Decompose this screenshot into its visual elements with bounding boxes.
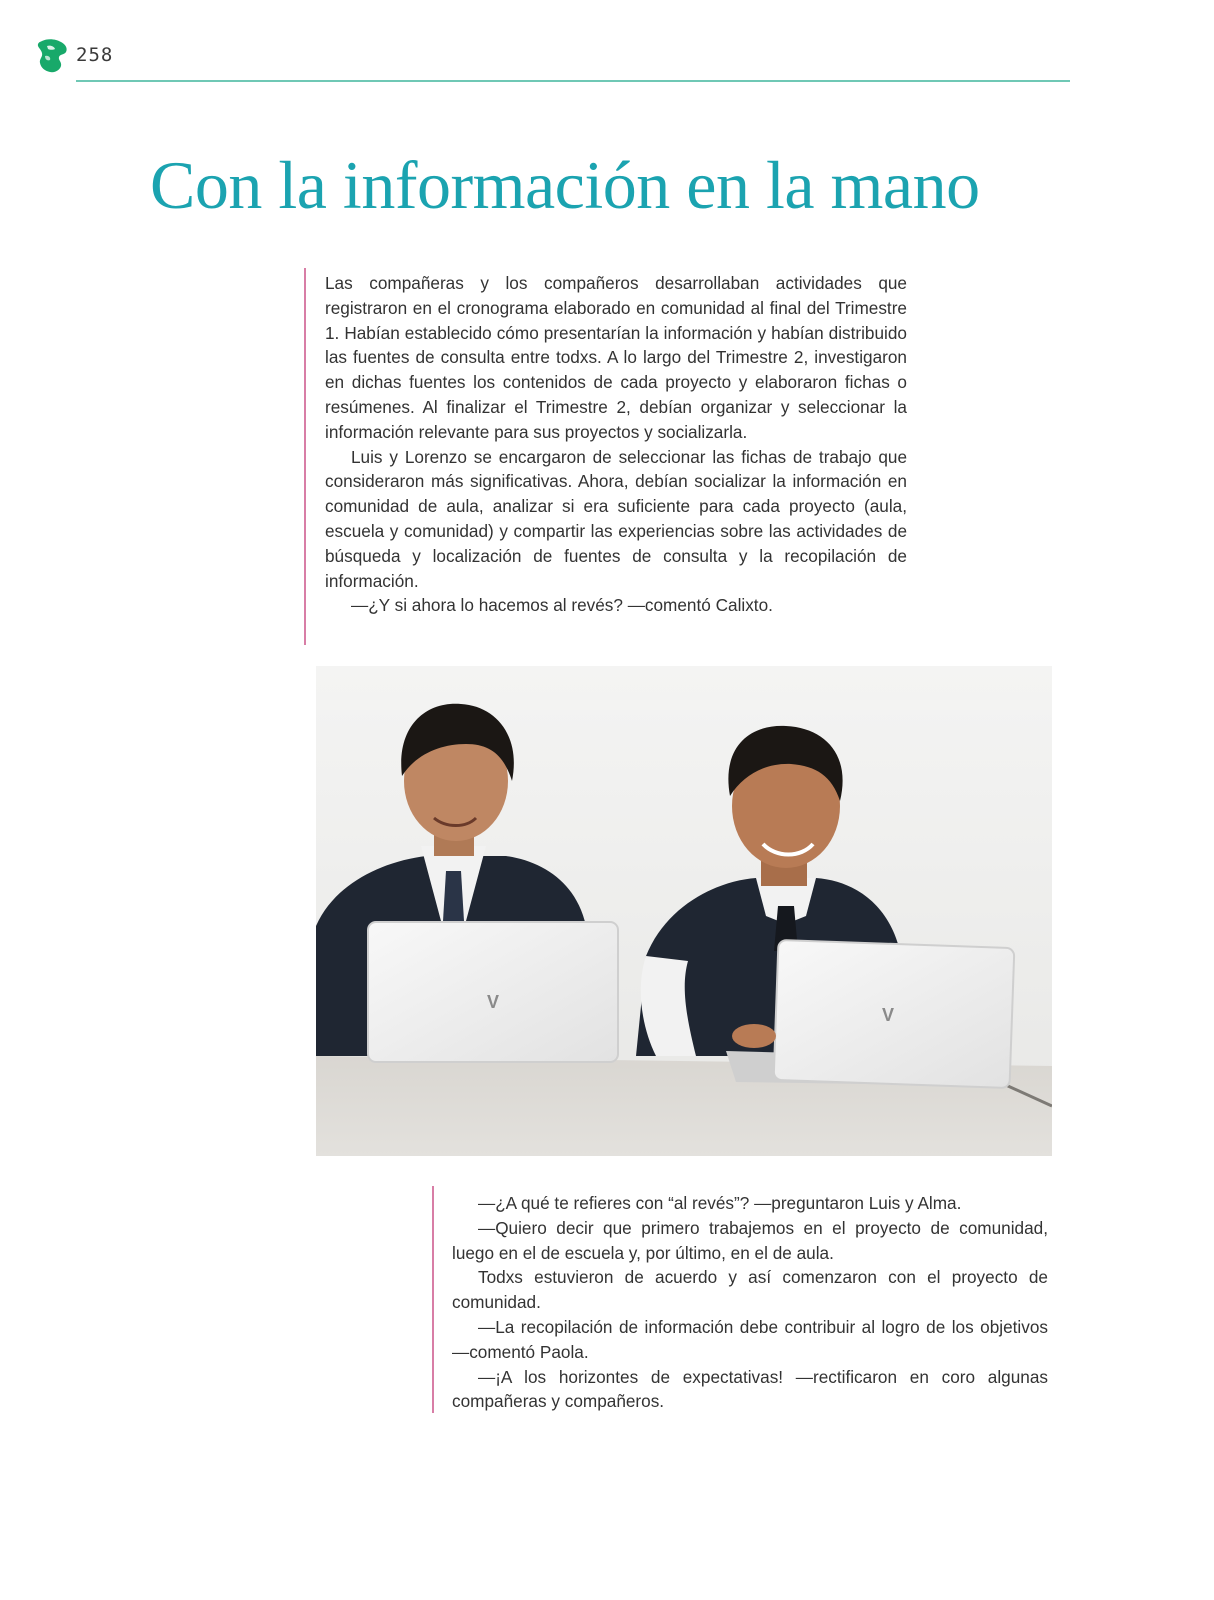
header-divider: [76, 80, 1070, 82]
paragraph: —¡A los horizontes de expectativas! —rectificaron en coro algunas compañeras y compañeros.: [452, 1366, 1048, 1412]
paragraph: —La recopilación de información debe contribuir al logro de los objetivos —comentó Paola.: [452, 1316, 1048, 1362]
page-number: 258: [76, 44, 114, 66]
paragraph: —¿A qué te refieres con “al revés”? —preguntaron Luis y Alma.: [478, 1193, 962, 1213]
dialogue-text: [452, 1191, 1048, 1414]
side-accent-bar: [304, 268, 306, 645]
paragraph: Las compañeras y los compañeros desarrollaban actividades que registraron en el cronograma elaborado en comunidad al final del Trimestre 1. Habían establecido cómo presentarían la información y habían distribuido las fuentes de consulta entre todxs. A lo largo del Trimestre 2, investigaron en dichas fuentes los contenidos de cada proyecto y elaboraron fichas o resúmenes. Al finalizar el Trimestre 2, debían organizar y seleccionar la información relevante para sus proyectos y socializarla.: [325, 273, 907, 442]
paragraph: —¿Y si ahora lo hacemos al revés? —comentó Calixto.: [351, 595, 773, 616]
laptop-logo: V: [486, 992, 500, 1012]
paragraph: —Quiero decir que primero trabajemos en el proyecto de comunidad, luego en el de escuela y, por último, en el de aula.: [452, 1217, 1048, 1263]
book-logo-icon: [36, 38, 70, 74]
side-accent-bar: [432, 1186, 434, 1413]
paragraph: Luis y Lorenzo se encargaron de seleccionar las fichas de trabajo que consideraron más significativas. Ahora, debían socializar la información en comunidad de aula, analizar si era suficiente para cada proyecto (aula, escuela y comunidad) y compartir las experiencias sobre las actividades de búsqueda y localización de fuentes de consulta y la recopilación de información.: [325, 446, 907, 591]
paragraph: Todxs estuvieron de acuerdo y así comenzaron con el proyecto de comunidad.: [452, 1267, 1048, 1313]
page-title: Con la información en la mano: [150, 147, 980, 223]
laptop-logo: V: [881, 1005, 895, 1025]
students-laptops-photo: [316, 666, 1052, 1156]
intro-text: [325, 271, 907, 618]
